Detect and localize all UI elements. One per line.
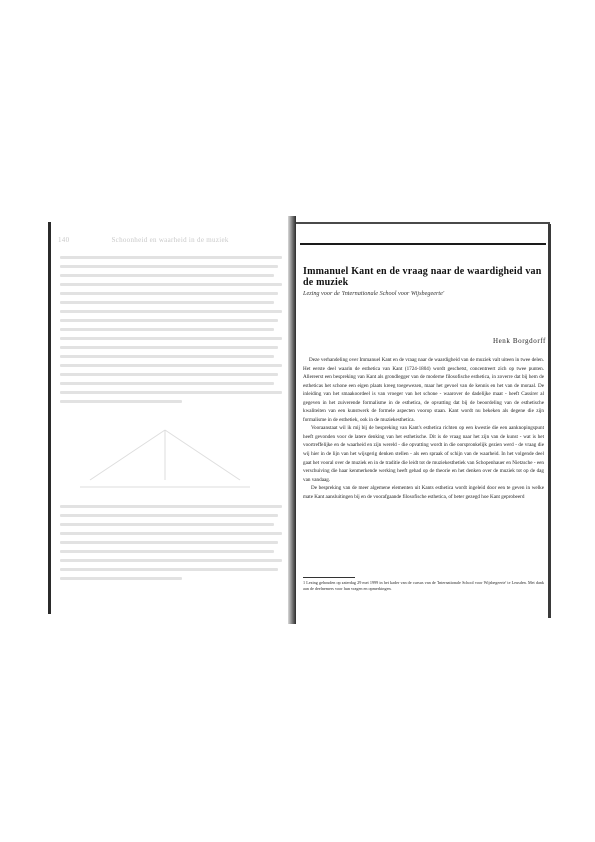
bleedthrough-line	[60, 505, 282, 508]
left-page-number: 140	[58, 236, 70, 244]
footnote-rule	[303, 577, 355, 578]
article-subtitle: Lezing voor de 'Internationale School voor Wijsbegeerte'	[303, 290, 445, 297]
diagram-branch-right	[165, 430, 240, 480]
bleedthrough-line	[60, 514, 278, 517]
body-paragraph: Vooraanstaat wil ik mij bij de bespreking van Kant's esthetica richten op een kwestie die een aanknopingspunt heeft gevonden voor de latere denking van het esthetische. Dit is de vraag naar het zijn van de kunst - wat is het voortreffelijke en de waarheid en zijn wereld - die opvatting wordt in die oorspronkelijk gezien werd - de vraag die wij hier in de lijn van het wijsgerig denken stellen - als een spraak of schijn van de waarheid. In het volgende deel gaat het vooral over de muziek en in de traditie die leidt tot de muziekesthetiek van Schopenhauer en Nietzsche - een verschuiving die haar kenmerkende werking heeft gehad op de theorie en het denken over de muziek tot op de dag van vandaag.	[303, 425, 544, 483]
bleedthrough-line	[60, 283, 282, 286]
book-gutter	[288, 216, 296, 624]
bleedthrough-line	[60, 346, 278, 349]
bleedthrough-line	[60, 292, 278, 295]
right-page-top-edge	[296, 222, 550, 224]
bleedthrough-line	[60, 301, 274, 304]
body-paragraph: De bespreking van de meer algemene elementen uit Kants esthetica wordt ingeleid door een te geven in welke mate Kant aansluitingen bij en de voorafgaande filosofische esthetica, of beter gezegd hoe Kant geprobeerd	[303, 485, 544, 500]
header-rule	[300, 243, 546, 245]
article-body	[303, 356, 544, 501]
left-running-head	[58, 236, 278, 244]
bleedthrough-line	[60, 364, 282, 367]
bleedthrough-line	[60, 568, 278, 571]
bleedthrough-line	[60, 337, 282, 340]
right-page-edge	[548, 224, 551, 618]
bleedthrough-line	[60, 310, 282, 313]
article-author: Henk Borgdorff	[492, 337, 546, 345]
bleedthrough-line	[60, 373, 278, 376]
bleedthrough-line	[60, 532, 282, 535]
left-running-title: Schoonheid en waarheid in de muziek	[111, 236, 229, 244]
left-page-edge	[48, 222, 51, 614]
footnote: 1 Lezing gehouden op zaterdag 29 mei 1999 in het kader van de cursus van de 'Internationale School voor Wijsbegeerte' te Leusden. Met dank aan de deelnemers voor hun vragen en opmerkingen.	[303, 580, 544, 592]
left-page-faint-diagram	[70, 425, 260, 495]
bleedthrough-line	[60, 256, 282, 259]
bleedthrough-line	[60, 400, 182, 403]
bleedthrough-line	[60, 523, 274, 526]
bleedthrough-line	[60, 355, 274, 358]
diagram-branch-left	[90, 430, 165, 480]
body-paragraph: Deze verhandeling over Immanuel Kant en de vraag naar de waardigheid van de muziek valt uiteen in twee delen. Het eerste deel waarin de esthetica van Kant (1724-1804) wordt geschetst, concentreert zich op twee punten. Allereerst een bespreking van Kant als grondlegger van de moderne filosofische esthetica, in zoverre dat bij hem de estheticas het schone een eigen plaats kreeg toegewezen, maar het gevoel van de kennis en het van de moraal. De inleiding van het smaakoordeel is van vroeger van het schone - waarover de dadelijke maat - heeft Cassirer al gegeven in het zuiverende formalisme in de esthetica, de opvatting dat bij de beoordeling van de esthetische kwaliteiten van een kunstwerk de formele aspecten voorop staan. Kant wordt nu bekeken als degene die zijn formalisme in de esthetiek, ook in de muziekesthetica.	[303, 357, 544, 423]
bleedthrough-line	[60, 559, 282, 562]
bleedthrough-line	[60, 550, 274, 553]
bleedthrough-line	[60, 391, 282, 394]
bleedthrough-line	[60, 319, 278, 322]
article-title: Immanuel Kant en de vraag naar de waardigheid van de muziek	[303, 266, 542, 288]
bleedthrough-line	[60, 274, 274, 277]
bleedthrough-line	[60, 265, 278, 268]
bleedthrough-line	[60, 577, 182, 580]
bleedthrough-line	[60, 382, 274, 385]
bleedthrough-line	[60, 328, 274, 331]
bleedthrough-line	[60, 541, 278, 544]
